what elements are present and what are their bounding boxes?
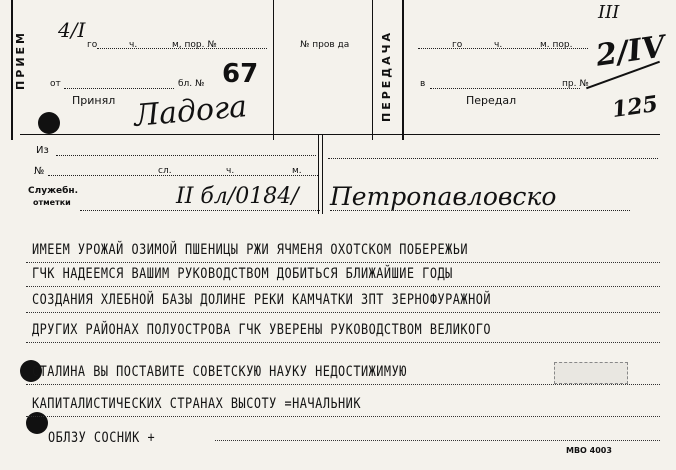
telegram-line-3: СОЗДАНИЯ ХЛЕБНОЙ БАЗЫ ДОЛИНЕ РЕКИ КАМЧАТКИ ЗПТ ЗЕРНОФУРАЖНОЙ [32,292,492,308]
top-right-mark-1: III [598,2,620,23]
go-label: го [87,40,98,50]
top-right-mark-2: 2/IV [593,29,668,74]
prinyal-label: Принял [72,94,116,107]
form-code: МВО 4003 [566,446,612,455]
address-upper-line [328,158,658,159]
go-field-line-right [418,48,588,49]
go-label-right: го [452,40,463,50]
faint-stamp [554,362,628,384]
pr-no-label: пр. № [562,79,589,89]
telegram-line-6: КАПИТАЛИСТИЧЕСКИХ СТРАНАХ ВЫСОТУ =НАЧАЛЬНИК [32,396,361,412]
sl-label: сл. [158,166,172,176]
telegram-rule-6 [26,416,660,417]
telegram-line-4: ДРУГИХ РАЙОНАХ ПОЛУОСТРОВА ГЧК УВЕРЕНЫ РУКОВОДСТВОМ ВЕЛИКОГО [32,322,492,338]
ch-label-right: ч. [494,40,503,50]
telegram-rule-3 [26,312,660,313]
punch-hole-1 [38,112,60,134]
v-field-line [430,88,580,89]
date-handwritten: 4/I [58,18,86,42]
top-right-mark-3: 125 [610,90,660,124]
telegram-line-7: ОБЛЗУ СОСНИК + [48,430,156,446]
telegram-line-5: СТАЛИНА ВЫ ПОСТАВИТЕ СОВЕТСКУЮ НАУКУ НЕДОСТИЖИМУЮ [32,364,407,380]
blank-number: 67 [222,59,259,89]
no-label: № [34,166,45,177]
header-divider [20,134,320,135]
bl-no-label: бл. № [178,79,205,89]
service-field-line [80,210,320,211]
priem-label: ПРИЕМ [14,30,27,90]
telegram-rule-2 [26,286,660,287]
receiver-signature: Ладога [132,89,249,134]
no-prov-da-label: № пров да [300,40,350,50]
service-marks: II бл/0184/ [176,184,299,209]
telegram-line-1: ИМЕЕМ УРОЖАЙ ОЗИМОЙ ПШЕНИЦЫ РЖИ ЯЧМЕНЯ ОХОТСКОМ ПОБЕРЕЖЬИ [32,242,469,258]
center-left-rule [273,0,274,140]
telegram-line-2: ГЧК НАДЕЕМСЯ ВАШИМ РУКОВОДСТВОМ ДОБИТЬСЯ БЛИЖАЙШИЕ ГОДЫ [32,266,453,282]
no-field-line [48,175,318,176]
header-divider-right [320,134,660,135]
iz-field-line [56,155,316,156]
ot-field-line [64,88,174,89]
peredal-label: Передал [466,94,517,107]
telegram-rule-1 [26,262,660,263]
peredacha-label: ПЕРЕДАЧА [380,30,393,123]
center-right-rule [372,0,373,140]
sluzheb-label: Служебн. [28,186,79,196]
ch-label: ч. [129,40,138,50]
address-block-rule-2 [322,134,323,214]
ch-label-row: ч. [226,166,235,176]
ot-label: от [50,79,61,89]
address-field-line [330,210,630,211]
v-label: в [420,79,426,89]
address-handwritten: Петропавловско [330,182,557,211]
telegram-rule-7 [215,440,660,441]
address-block-rule [318,134,319,214]
right-margin-rule [402,0,404,140]
m-por-no-label: м, пор. № [172,40,217,50]
m-por-label-right: м. пор. [540,40,573,50]
otmetki-label: отметки [33,198,71,207]
iz-label: Из [36,145,49,156]
m-label-row: м. [292,166,302,176]
telegram-rule-4 [26,342,660,343]
telegram-rule-5 [26,384,660,385]
left-margin-rule [11,0,13,140]
